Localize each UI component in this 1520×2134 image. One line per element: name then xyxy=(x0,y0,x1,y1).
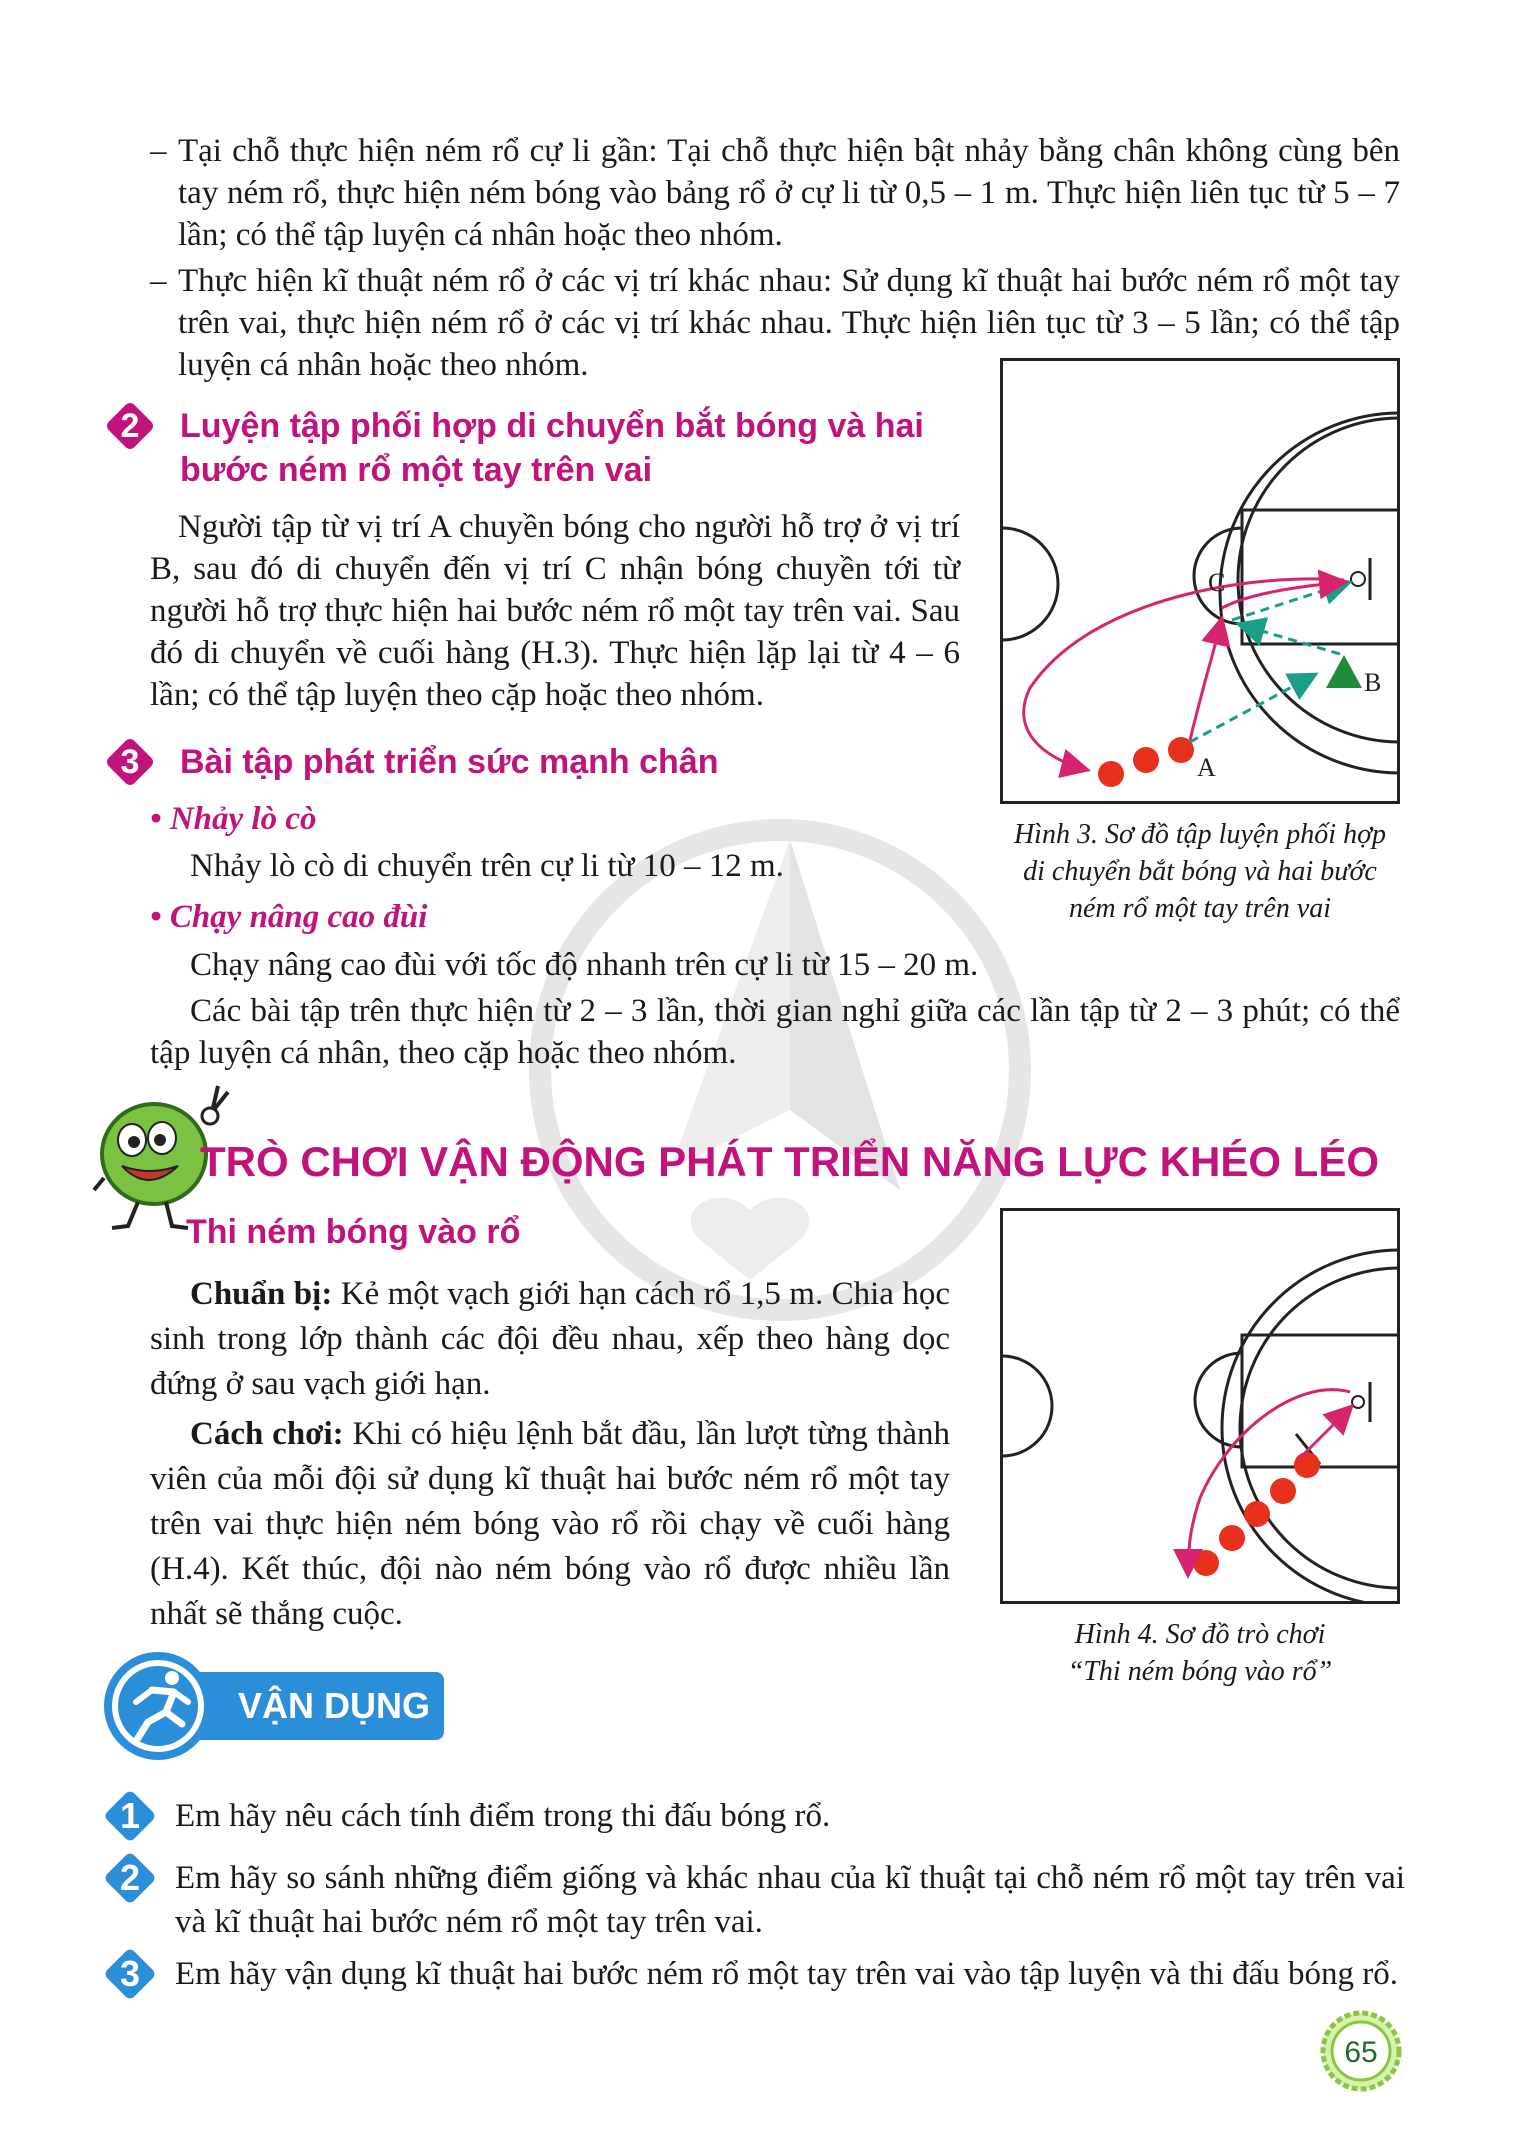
figure-3-caption: Hình 3. Sơ đồ tập luyện phối hợp di chuyển bắt bóng và hai bước ném rổ một tay trên vai xyxy=(1013,819,1387,924)
bullet-mark: • xyxy=(150,899,162,935)
leg-exercise-1-body: Nhảy lò cò di chuyển trên cự li từ 10 – 12 m. xyxy=(190,848,784,884)
page-number-badge xyxy=(1318,2008,1404,2094)
bullet-mark: • xyxy=(150,801,162,837)
question-3-text: Em hãy vận dụng kĩ thuật hai bước ném rổ một tay trên vai vào tập luyện và thi đấu bóng rổ. xyxy=(175,1956,1399,1992)
player-dot-3 xyxy=(1244,1501,1270,1527)
running-person-icon xyxy=(100,1650,224,1774)
game-subheading: Thi ném bóng vào rổ xyxy=(186,1213,521,1251)
question-3-badge: 3 xyxy=(104,1948,156,2000)
dash-mark: – xyxy=(150,263,167,299)
figure-4-court-diagram xyxy=(1000,1208,1400,1604)
section-2-title xyxy=(180,404,1000,492)
leg-exercise-2-title: Chạy nâng cao đùi xyxy=(169,899,428,935)
page-number: 65 xyxy=(1344,2036,1378,2069)
leg-exercise-1-title: Nhảy lò cò xyxy=(169,801,317,837)
figure-4-caption: Hình 4. Sơ đồ trò chơi “Thi ném bóng vào rổ” xyxy=(1067,1619,1333,1687)
game-preparation xyxy=(150,1272,950,1407)
practice-item-2-text: Thực hiện kĩ thuật ném rổ ở các vị trí khác nhau: Sử dụng kĩ thuật hai bước ném rổ một tay trên vai, thực hiện ném rổ ở các vị trí khác nhau. Thực hiện liên tục từ 3 – 5 lần; có thể tập luyện cá nhân hoặc theo nhóm. xyxy=(178,263,1400,383)
player-dot-4 xyxy=(1219,1525,1245,1551)
player-dot-1 xyxy=(1098,761,1124,787)
question-2-text: Em hãy so sánh những điểm giống và khác nhau của kĩ thuật tại chỗ ném rổ một tay trên vai và kĩ thuật hai bước ném rổ một tay trên vai. xyxy=(175,1860,1405,1940)
leg-exercise-2 xyxy=(150,896,970,938)
section-2-title-line1: Luyện tập phối hợp di chuyển bắt bóng và hai xyxy=(180,407,924,445)
section-2-number-badge: 2 xyxy=(106,402,154,450)
question-1-text: Em hãy nêu cách tính điểm trong thi đấu bóng rổ. xyxy=(175,1798,831,1834)
apply-banner xyxy=(100,1650,445,1760)
game-preparation-text: Kẻ một vạch giới hạn cách rổ 1,5 m. Chia học sinh trong lớp thành các đội đều nhau, xếp theo hàng dọc đứng ở sau vạch giới hạn. xyxy=(150,1276,950,1402)
game-preparation-label: Chuẩn bị: xyxy=(190,1276,333,1312)
section-3-title: Bài tập phát triển sức mạnh chân xyxy=(180,743,719,781)
player-dot-1 xyxy=(1294,1452,1320,1478)
label-a: A xyxy=(1197,753,1216,782)
section-3-number-badge: 3 xyxy=(106,738,154,786)
game-heading: TRÒ CHƠI VẬN ĐỘNG PHÁT TRIỂN NĂNG LỰC KHÉO LÉO xyxy=(200,1138,1380,1185)
leg-exercise-1 xyxy=(150,798,970,840)
question-1-badge: 1 xyxy=(104,1790,156,1842)
apply-banner-label: VẬN DỤNG xyxy=(238,1685,431,1726)
player-dot-2 xyxy=(1270,1478,1296,1504)
label-b: B xyxy=(1364,668,1382,697)
player-dot-5 xyxy=(1193,1550,1219,1576)
dash-mark: – xyxy=(150,133,167,169)
section-2-title-line2: bước ném rổ một tay trên vai xyxy=(180,451,653,489)
practice-item-1 xyxy=(150,130,1400,256)
game-rules-label: Cách chơi: xyxy=(190,1416,344,1452)
section-2-body: Người tập từ vị trí A chuyền bóng cho người hỗ trợ ở vị trí B, sau đó di chuyển đến vị trí C nhận bóng chuyền tới từ người hỗ trợ thực hiện hai bước ném rổ một tay trên vai. Sau đó di chuyển về cuối hàng (H.3). Thực hiện lặp lại từ 4 – 6 lần; có thể tập luyện theo cặp hoặc theo nhóm. xyxy=(150,509,960,713)
game-rules xyxy=(150,1412,950,1637)
label-c: C xyxy=(1208,568,1226,597)
figure-3-court-diagram xyxy=(1000,358,1400,804)
player-dot-2 xyxy=(1133,747,1159,773)
question-2-badge: 2 xyxy=(104,1852,156,1904)
game-rules-text: Khi có hiệu lệnh bắt đầu, lần lượt từng thành viên của mỗi đội sử dụng kĩ thuật hai bước ném rổ một tay trên vai thực hiện ném bóng vào rổ rồi chạy về cuối hàng (H.4). Kết thúc, đội nào ném bóng vào rổ được nhiều lần nhất sẽ thắng cuộc. xyxy=(150,1416,950,1632)
practice-item-1-text: Tại chỗ thực hiện ném rổ cự li gần: Tại chỗ thực hiện bật nhảy bằng chân không cùng bên tay ném rổ, thực hiện ném bóng vào bảng rổ ở cự li từ 0,5 – 1 m. Thực hiện liên tục từ 5 – 7 lần; có thể tập luyện cá nhân hoặc theo nhóm. xyxy=(178,133,1400,253)
leg-exercise-note: Các bài tập trên thực hiện từ 2 – 3 lần, thời gian nghỉ giữa các lần tập từ 2 – 3 phút; có thể tập luyện cá nhân, theo cặp hoặc theo nhóm. xyxy=(150,993,1400,1071)
leg-exercise-2-body: Chạy nâng cao đùi với tốc độ nhanh trên cự li từ 15 – 20 m. xyxy=(190,947,979,983)
